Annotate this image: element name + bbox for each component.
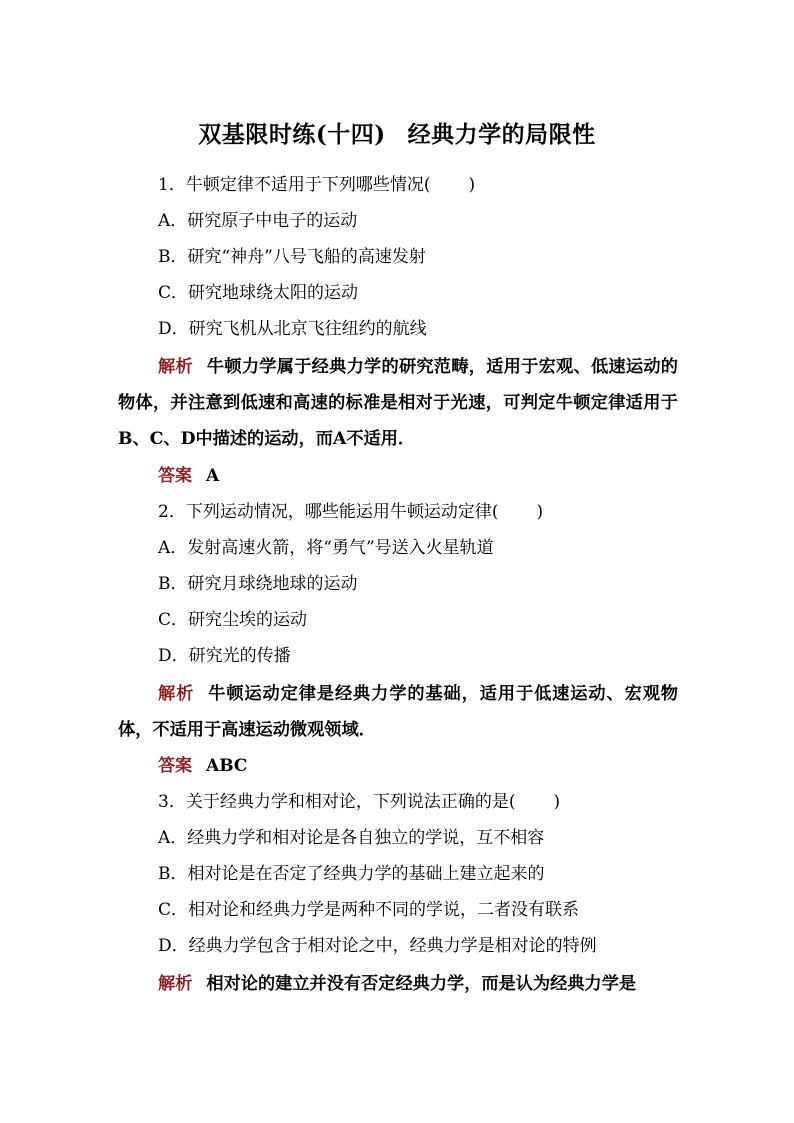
question-2-option-a: A．发射高速火箭，将“勇气”号送入火星轨道 (158, 538, 494, 558)
page-title (0, 116, 794, 149)
question-2-option-d: D．研究光的传播 (158, 646, 291, 666)
answer-label: 答案 (158, 756, 192, 776)
question-3-analysis: 解析 相对论的建立并没有否定经典力学，而是认为经典力学是 (158, 974, 637, 994)
question-1-analysis: 解析 牛顿力学属于经典力学的研究范畴，适用于宏观、低速运动的物体，并注意到低速和高速的标准是相对于光速，可判定牛顿定律适用于B、C、D中描述的运动，而A不适用． (118, 357, 678, 449)
question-3-option-c: C．相对论和经典力学是两种不同的学说，二者没有联系 (158, 900, 580, 920)
analysis-label: 解析 (158, 684, 195, 704)
question-3-option-a: A．经典力学和相对论是各自独立的学说，互不相容 (158, 828, 545, 848)
answer-label: 答案 (158, 466, 192, 486)
question-1-answer: 答案 A (158, 466, 220, 486)
analysis-label: 解析 (158, 357, 193, 377)
question-2-option-b: B．研究月球绕地球的运动 (158, 574, 358, 594)
question-1-option-c: C．研究地球绕太阳的运动 (158, 283, 359, 303)
question-2-answer: 答案 ABC (158, 756, 248, 776)
question-2-stem: 2．下列运动情况，哪些能运用牛顿运动定律( ) (158, 502, 544, 522)
question-3-option-b: B．相对论是在否定了经典力学的基础上建立起来的 (158, 864, 545, 884)
question-1-option-d: D．研究飞机从北京飞往纽约的航线 (158, 319, 427, 339)
title-main: 双基限时练(十四) (198, 121, 386, 148)
title-sub: 经典力学的局限性 (407, 121, 596, 148)
question-1-option-b: B．研究“神舟”八号飞船的高速发射 (158, 247, 426, 267)
question-2-option-c: C．研究尘埃的运动 (158, 610, 308, 630)
question-2-analysis: 解析 牛顿运动定律是经典力学的基础，适用于低速运动、宏观物体，不适用于高速运动微观领域． (118, 684, 678, 740)
question-3-option-d: D．经典力学包含于相对论之中，经典力学是相对论的特例 (158, 936, 597, 956)
question-3-stem: 3．关于经典力学和相对论，下列说法正确的是( ) (158, 792, 561, 812)
analysis-label: 解析 (158, 974, 193, 994)
question-1-option-a: A．研究原子中电子的运动 (158, 211, 358, 231)
question-1-stem: 1．牛顿定律不适用于下列哪些情况( ) (158, 175, 476, 195)
